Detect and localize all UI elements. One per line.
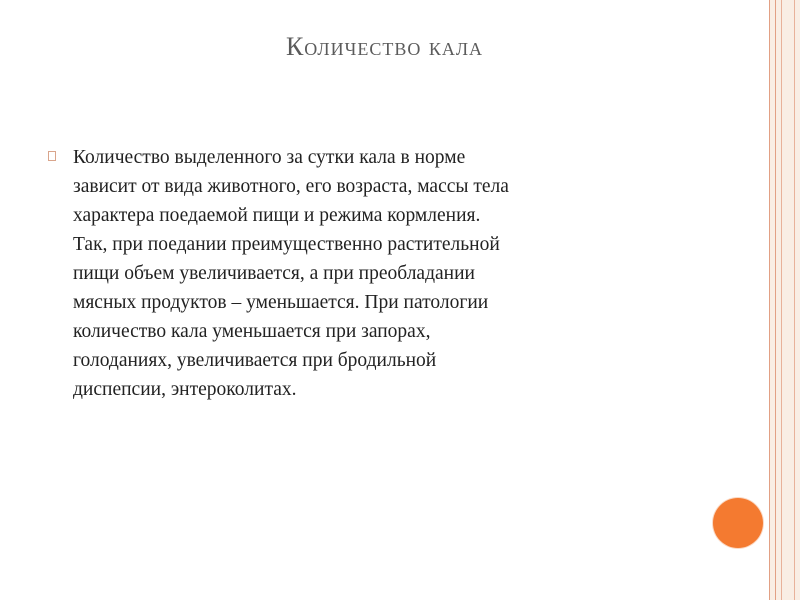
slide-title: Количество кала — [285, 32, 484, 61]
decorative-rail-line — [775, 0, 776, 600]
decorative-rail-line — [769, 0, 770, 600]
text-line: Так, при поедании преимущественно растительной — [73, 234, 500, 255]
bullet-text — [73, 143, 688, 404]
bullet-icon — [48, 151, 56, 161]
text-line: характера поедаемой пищи и режима кормления. — [73, 205, 481, 226]
decorative-rail-line — [794, 0, 795, 600]
text-line: пищи объем увеличивается, а при преобладании — [73, 263, 475, 284]
text-line: зависит от вида животного, его возраста, массы тела — [73, 176, 509, 197]
text-line: Количество выделенного за сутки кала в норме — [73, 147, 466, 168]
text-line: количество кала уменьшается при запорах, — [73, 321, 431, 342]
text-line: диспепсии, энтероколитах. — [73, 379, 297, 400]
decorative-circle-icon — [713, 498, 763, 548]
text-line: голоданиях, увеличивается при бродильной — [73, 350, 437, 371]
decorative-rail-line — [781, 0, 782, 600]
text-line: мясных продуктов – уменьшается. При патологии — [73, 292, 489, 313]
